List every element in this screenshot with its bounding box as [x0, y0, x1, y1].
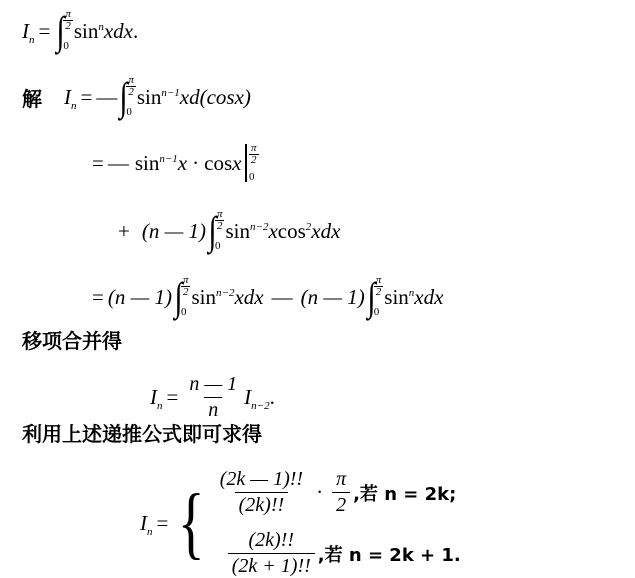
equals-sign: = — [38, 18, 51, 43]
integral-lower-limit-4: 0 — [214, 240, 221, 252]
variable-x-1: x — [103, 18, 114, 43]
equation-line-9 — [140, 468, 461, 578]
integral-lower-limit-1: 0 — [63, 40, 69, 52]
variable-x-3: x — [177, 150, 188, 175]
integral-upper-limit-5a: $\frac{\pi}{2}$ — [182, 274, 189, 298]
plus-sign-4: + — [118, 218, 130, 243]
coefficient-n-minus-1-5a: (n — 1) — [107, 284, 173, 309]
variable-x-2: x — [179, 84, 190, 109]
fraction-double-factorial-odd: $\frac{(2k)!!}{(2k + 1)!!}$ — [228, 529, 315, 578]
differential-dx-4: dx — [320, 218, 341, 243]
equation-line-1 — [22, 7, 139, 53]
sin-function-1: $\sin^n$ — [73, 18, 104, 43]
integral-upper-limit-2: $\frac{\pi}{2}$ — [128, 74, 134, 98]
symbol-I-n: $I_n$ — [22, 18, 35, 46]
cos-function-3: cos — [204, 150, 233, 175]
case-row-even — [213, 468, 461, 517]
sin-function-4: $\sin^{n-2}$ — [225, 218, 269, 243]
equals-sign-5: = — [92, 284, 104, 309]
equation-line-5 — [88, 273, 444, 319]
cos-function-4: $\cos^2$ — [277, 218, 312, 243]
sin-function-2: $\sin^{n-1}$ — [136, 84, 180, 109]
fraction-n-minus-1-over-n: $\frac{n — 1}{n}$ — [189, 373, 238, 421]
variable-x-3b: x — [232, 150, 242, 175]
equation-line-4 — [118, 207, 341, 253]
integral-lower-limit-5a: 0 — [180, 306, 187, 318]
left-brace: { — [178, 479, 205, 567]
equals-sign-3: = — [92, 150, 104, 175]
case-row-odd — [213, 529, 461, 578]
integral-upper-limit-1: $\frac{\pi}{2}$ — [65, 8, 71, 32]
symbol-I-n-9: $I_n$ — [140, 510, 153, 538]
case-condition-even: ,若 n = 2k; — [353, 483, 457, 505]
fraction-pi-over-2: $\frac{\pi}{2}$ — [332, 468, 350, 517]
solution-label: 解 — [22, 86, 42, 111]
equation-line-7 — [150, 373, 275, 422]
variable-x-5b: x — [414, 284, 424, 309]
equation-line-3 — [88, 143, 259, 183]
sin-function-3: $\sin^{n-1}$ — [134, 150, 178, 175]
fraction-double-factorial-even: $\frac{(2k — 1)!!}{(2k)!!}$ — [219, 468, 304, 516]
sin-function-5b: $\sin^n$ — [384, 284, 415, 309]
differential-dx-1: dx — [113, 18, 133, 43]
integral-lower-limit-2: 0 — [126, 106, 132, 118]
equals-sign-7: = — [166, 385, 179, 409]
text-line-recurrence — [22, 418, 262, 447]
integral-sign-1: ∫ $\frac{\pi}{2}$ 0 — [56, 7, 71, 53]
multiplication-dot-9: · — [316, 480, 324, 504]
period-7: . — [269, 385, 275, 409]
differential-dx-5b: dx — [423, 284, 444, 309]
coefficient-n-minus-1-4: (n — 1) — [141, 218, 207, 243]
evaluation-bar-3 — [245, 143, 258, 183]
variable-x-4b: x — [311, 218, 321, 243]
transpose-text: 移项合并得 — [22, 329, 122, 353]
integral-upper-limit-5b: $\frac{\pi}{2}$ — [375, 274, 382, 298]
minus-sign-3: — — [107, 150, 129, 175]
differential-dcos-tail-2: x) — [234, 84, 251, 109]
recurrence-text: 利用上述递推公式即可求得 — [22, 422, 262, 446]
variable-x-4: x — [268, 218, 278, 243]
integral-lower-limit-5b: 0 — [373, 306, 380, 318]
differential-dcos-2: d(cos — [189, 84, 235, 109]
minus-sign-5: — — [271, 284, 293, 309]
symbol-I-n-7: $I_n$ — [150, 385, 163, 413]
symbol-I-n-2: $I_n$ — [64, 84, 77, 112]
equation-line-2 — [22, 73, 251, 119]
variable-x-5a: x — [234, 284, 244, 309]
minus-sign-2: — — [96, 84, 118, 109]
integral-upper-limit-4: $\frac{\pi}{2}$ — [216, 208, 223, 232]
period-1: . — [133, 18, 139, 43]
integral-sign-5a: ∫ $\frac{\pi}{2}$ 0 — [174, 273, 189, 319]
equals-sign-2: = — [80, 84, 93, 109]
cases-brace-group — [172, 468, 460, 578]
case-condition-odd: ,若 n = 2k + 1. — [317, 544, 461, 566]
integral-sign-5b: ∫ $\frac{\pi}{2}$ 0 — [367, 273, 382, 319]
sin-function-5a: $\sin^{n-2}$ — [191, 284, 235, 309]
eval-lower-limit-3: 0 — [249, 171, 255, 183]
multiplication-dot-3: · — [192, 150, 200, 175]
coefficient-n-minus-1-5b: (n — 1) — [300, 284, 365, 309]
integral-sign-2: ∫ $\frac{\pi}{2}$ 0 — [119, 73, 134, 119]
text-line-transpose — [22, 325, 122, 354]
symbol-I-n-minus-2: $I_{n-2}$ — [244, 385, 270, 413]
differential-dx-5a: dx — [243, 284, 264, 309]
equals-sign-9: = — [156, 510, 169, 535]
eval-upper-limit-3: $\frac{\pi}{2}$ — [251, 142, 257, 166]
integral-sign-4: ∫ $\frac{\pi}{2}$ 0 — [208, 207, 223, 253]
